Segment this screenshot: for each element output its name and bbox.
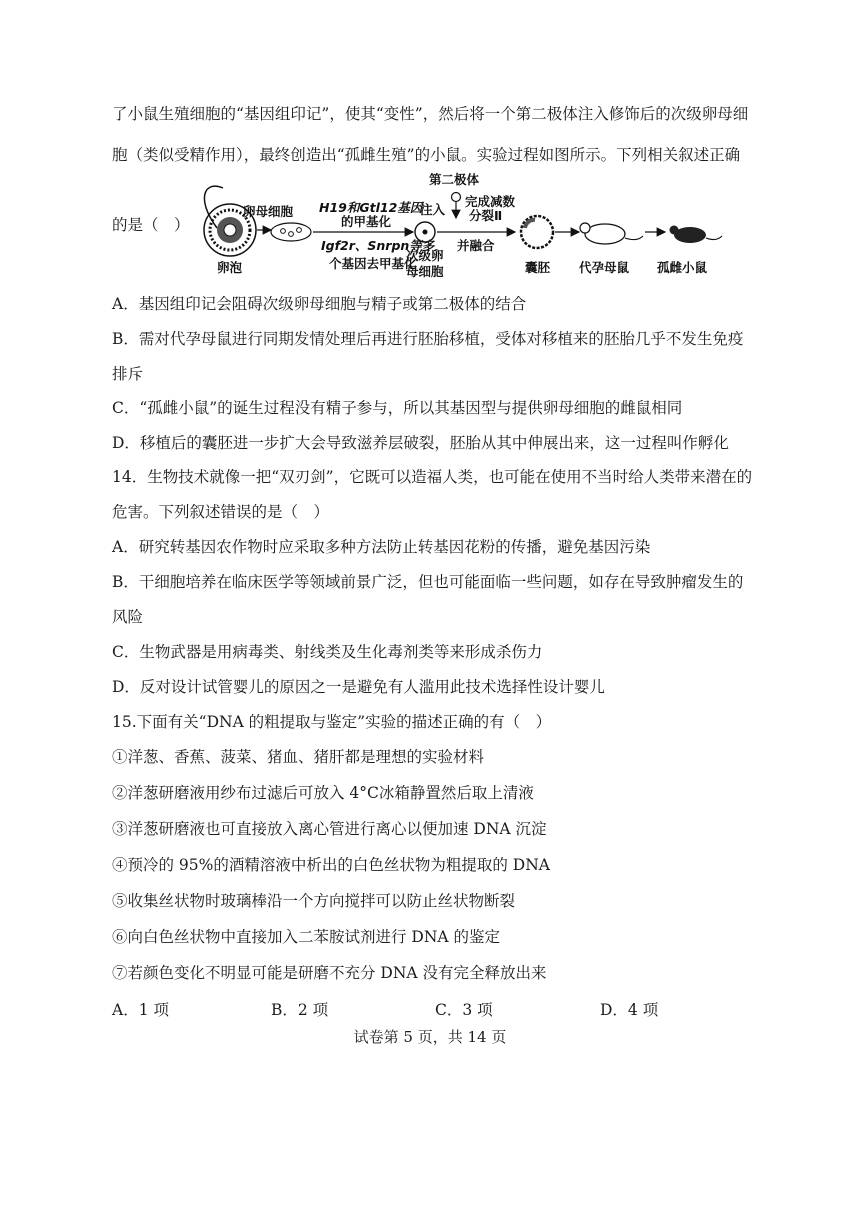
secondary-oocyte-label-2: 母细胞: [406, 264, 444, 279]
secondary-oocyte-label-1: 次级卵: [406, 248, 444, 263]
parthenogenetic-mouse-label: 孤雌小鼠: [657, 260, 708, 275]
q13-stem-line-2: 胞（类似受精作用），最终创造出“孤雌生殖”的小鼠。实验过程如图所示。下列相关叙述正确: [112, 146, 741, 164]
oocyte-dish: [271, 223, 311, 241]
methylation-label-1: H19和Gtl12基因: [319, 200, 423, 215]
blastocyst-label: 囊胚: [525, 260, 551, 275]
q15-option-a: A．1 项: [112, 1001, 169, 1019]
q15-item: ⑤收集丝状物时玻璃棒沿一个方向搅拌可以防止丝状物断裂: [112, 892, 516, 910]
q15-option-d: D．4 项: [600, 1001, 659, 1019]
demethylation-label-1: Igf2r、Snrpn等多: [321, 238, 435, 253]
inject-label: 注入: [420, 202, 446, 217]
fuse-label: 并融合: [457, 238, 495, 253]
page-footer: 试卷第 5 页，共 14 页: [353, 1028, 507, 1046]
methylation-label-2: 的甲基化: [341, 214, 392, 229]
experiment-diagram: [195, 168, 755, 288]
q14-option-a: A．研究转基因农作物时应采取多种方法防止转基因花粉的传播，避免基因污染: [112, 538, 651, 556]
oocyte-label: 卵母细胞: [243, 204, 294, 219]
polar-body-figure: [452, 193, 461, 202]
q15-item: ⑦若颜色变化不明显可能是研磨不充分 DNA 没有完全释放出来: [112, 964, 547, 982]
q13-stem-line-3: 的是（ ）: [112, 216, 190, 234]
q13-option-d: D．移植后的囊胚进一步扩大会导致滋养层破裂，胚胎从其中伸展出来，这一过程叫作孵化: [112, 434, 729, 452]
complete-meiosis-label-1: 完成减数: [465, 194, 516, 209]
q15-item: ⑥向白色丝状物中直接加入二苯胺试剂进行 DNA 的鉴定: [112, 928, 501, 946]
q15-item: ④预冷的 95%的酒精溶液中析出的白色丝状物为粗提取的 DNA: [112, 856, 550, 874]
q13-option-b-line-1: B．需对代孕母鼠进行同期发情处理后再进行胚胎移植，受体对移植来的胚胎几乎不发生免疫: [112, 330, 744, 348]
q13-option-b-line-2: 排斥: [112, 365, 144, 383]
follicle-label: 卵泡: [217, 260, 243, 275]
follicle-figure: [204, 186, 256, 256]
complete-meiosis-label-2: 分裂Ⅱ: [469, 208, 503, 223]
q14-option-d: D．反对设计试管婴儿的原因之一是避免有人滥用此技术选择性设计婴儿: [112, 678, 605, 696]
q14-stem-line-1: 14．生物技术就像一把“双刃剑”，它既可以造福人类，也可能在使用不当时给人类带来潜在的: [112, 468, 753, 486]
parthenogenetic-mouse-figure: [670, 226, 723, 244]
blastocyst-figure: [521, 216, 553, 248]
q13-option-c: C．“孤雌小鼠”的诞生过程没有精子参与，所以其基因型与提供卵母细胞的雌鼠相同: [112, 399, 683, 417]
q15-stem: 15.下面有关“DNA 的粗提取与鉴定”实验的描述正确的有（ ）: [112, 713, 552, 731]
q14-stem-line-2: 危害。下列叙述错误的是（ ）: [112, 503, 330, 521]
demethylation-label-2: 个基因去甲基化: [329, 256, 417, 271]
q15-option-c: C．3 项: [435, 1001, 493, 1019]
q15-item: ③洋葱研磨液也可直接放入离心管进行离心以便加速 DNA 沉淀: [112, 820, 547, 838]
q15-option-b: B．2 项: [271, 1001, 329, 1019]
q15-item: ①洋葱、香蕉、菠菜、猪血、猪肝都是理想的实验材料: [112, 748, 485, 766]
surrogate-mouse-figure: [580, 223, 643, 244]
q13-stem-line-1: 了小鼠生殖细胞的“基因组印记”，使其“变性”，然后将一个第二极体注入修饰后的次级卵母细: [112, 105, 749, 123]
q15-item: ②洋葱研磨液用纱布过滤后可放入 4°C冰箱静置然后取上清液: [112, 784, 534, 802]
q13-option-a: A．基因组印记会阻碍次级卵母细胞与精子或第二极体的结合: [112, 295, 527, 313]
q14-option-b-line-2: 风险: [112, 608, 144, 626]
q14-option-c: C．生物武器是用病毒类、射线类及生化毒剂类等来形成杀伤力: [112, 643, 543, 661]
q14-option-b-line-1: B．干细胞培养在临床医学等领域前景广泛，但也可能面临一些问题，如存在导致肿瘤发生的: [112, 573, 744, 591]
polar-body-label: 第二极体: [429, 172, 480, 187]
surrogate-mouse-label: 代孕母鼠: [579, 260, 630, 275]
